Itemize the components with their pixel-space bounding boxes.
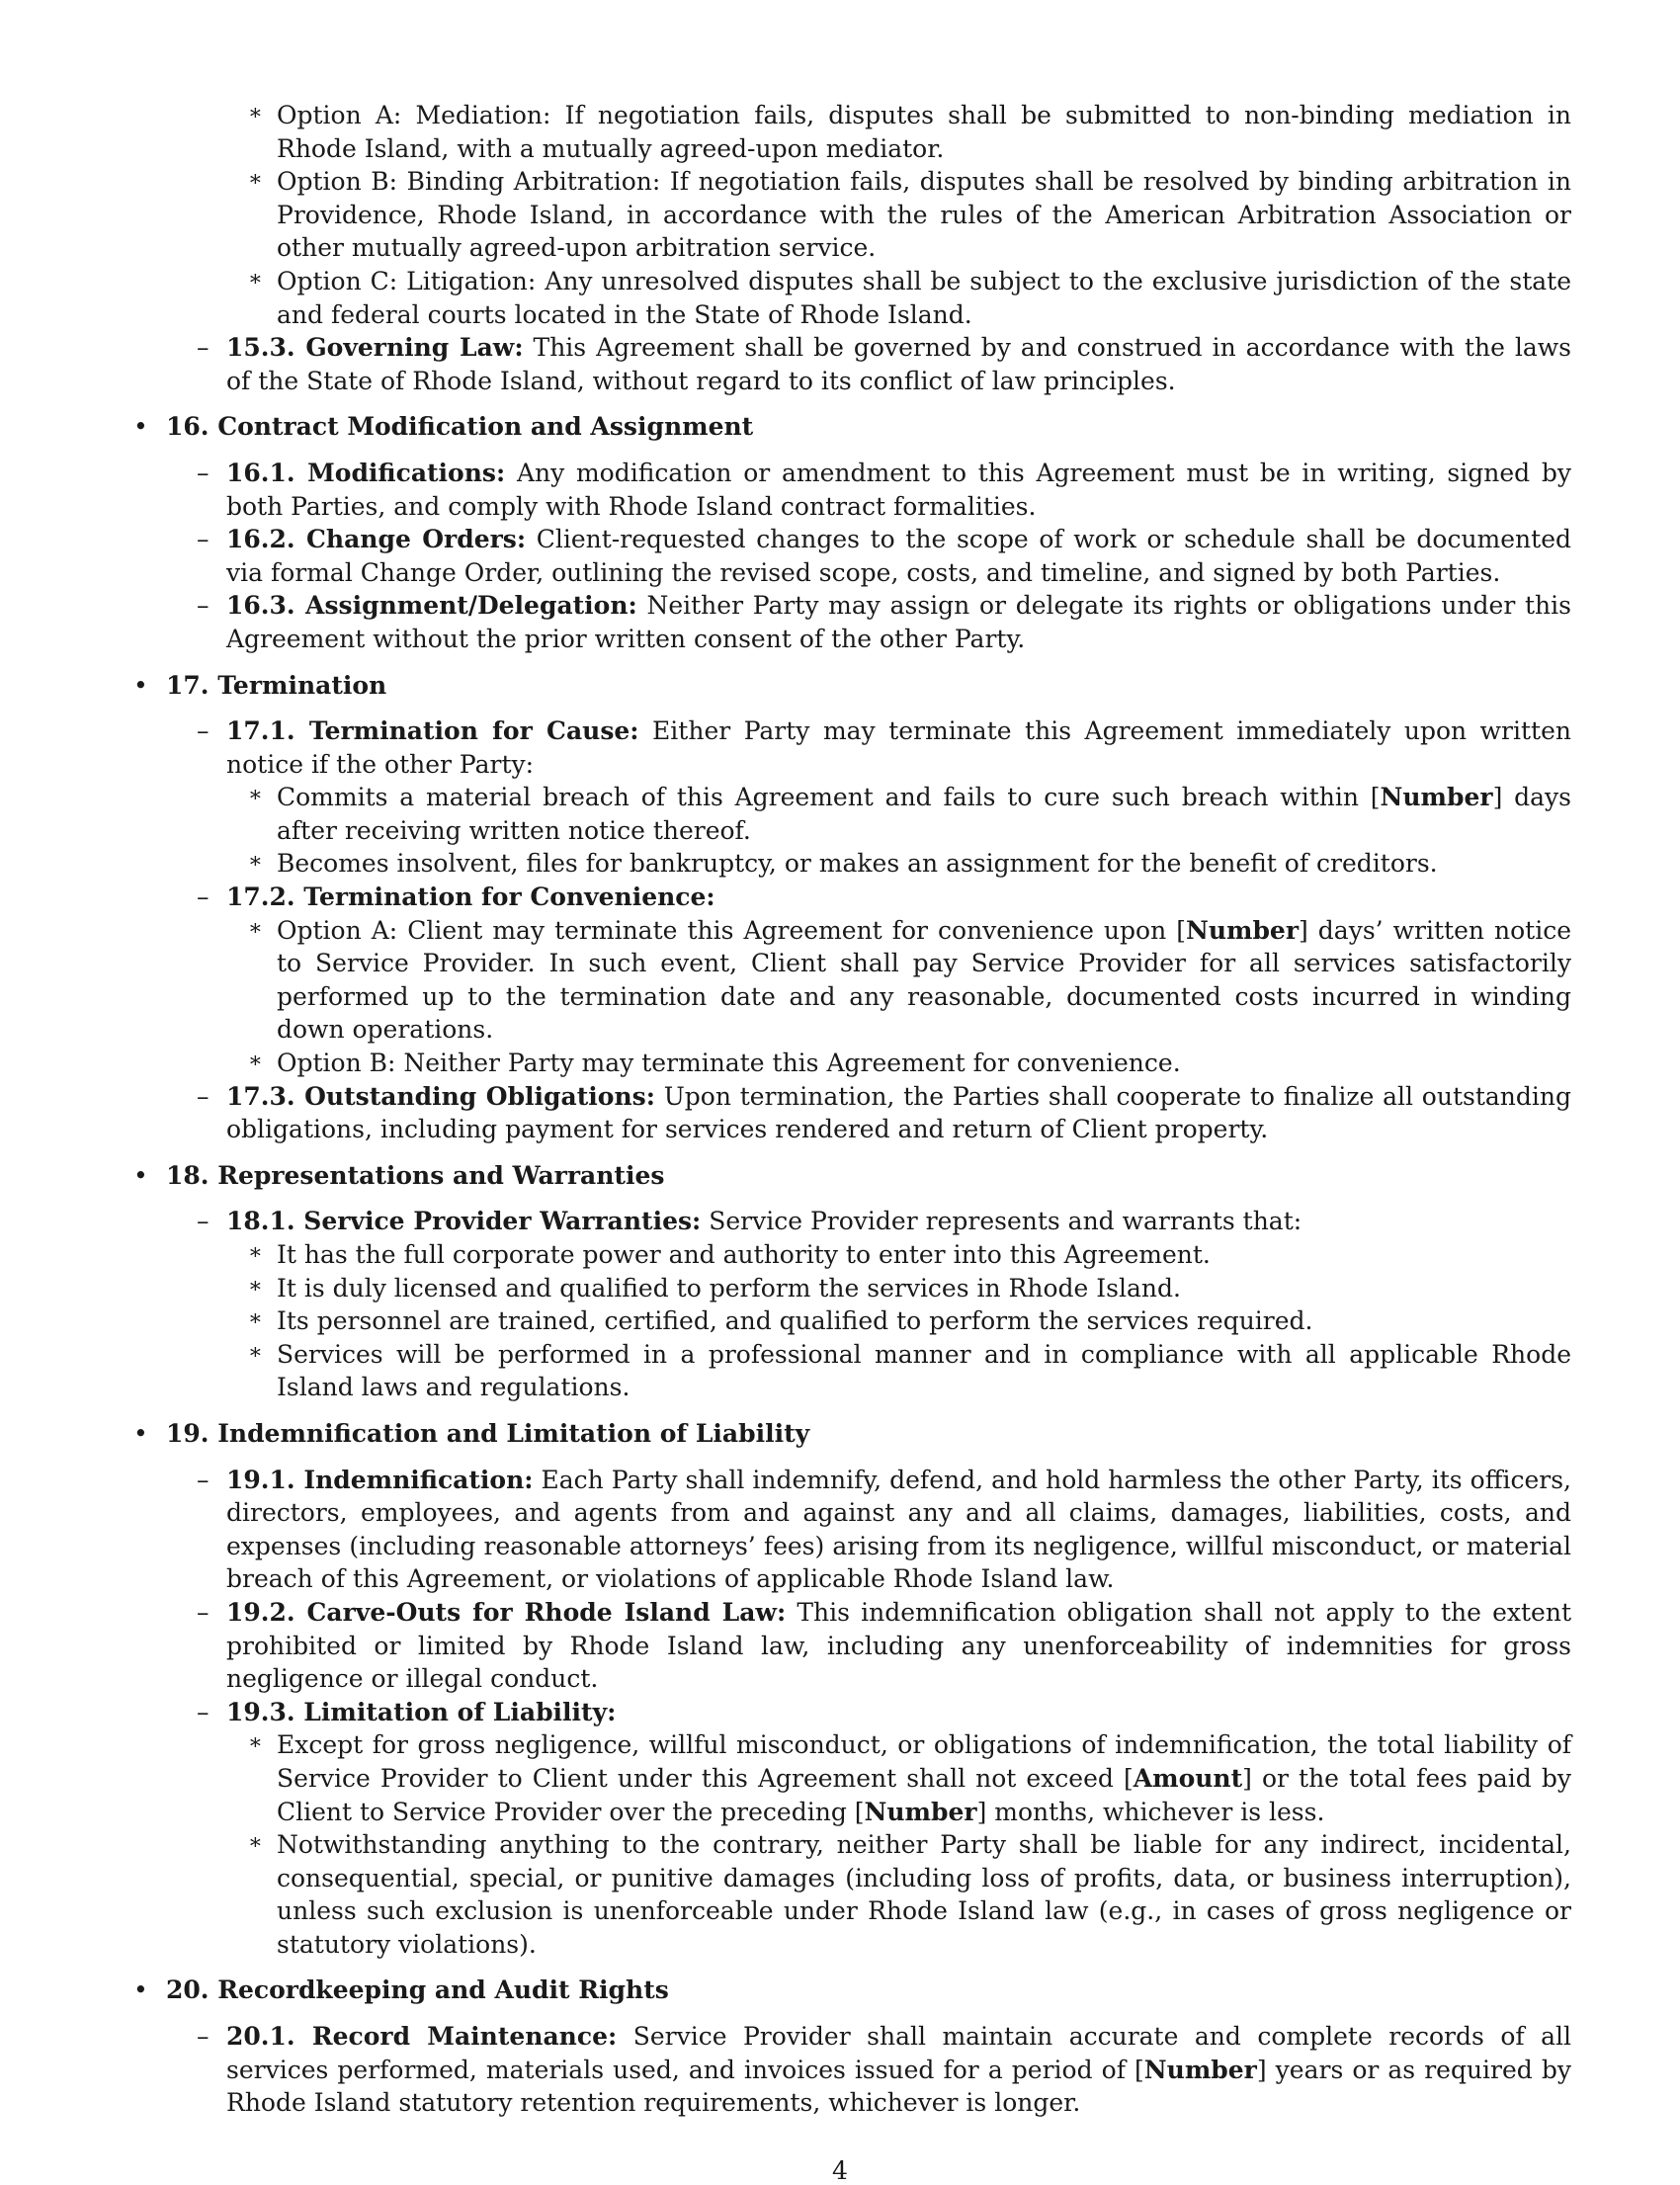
dash-bullet-icon: – [197,716,210,746]
section-heading: 20. Recordkeeping and Audit Rights [166,1975,669,2005]
bullet-text: Commits a material breach of this Agreement and fails to cure such breach within [ [277,783,1381,812]
section-17-clauses [133,714,1571,1146]
dash-bullet-icon: – [197,1597,210,1627]
clause-20-1 [133,2020,1571,2120]
asterisk-bullet-icon: ∗ [248,783,263,808]
clause-19-3-bullet-1 [133,1728,1571,1828]
clause-text: Either Party may terminate this Agreement immediately upon written notice if the other Party: [226,716,1571,779]
section-18 [133,1159,1571,1193]
asterisk-bullet-icon: ∗ [248,1830,263,1856]
placeholder-amount: Amount [1133,1763,1243,1793]
clause-17-2-option-b [133,1047,1571,1080]
asterisk-bullet-icon: ∗ [248,1339,263,1365]
dash-bullet-icon: – [197,882,210,912]
bullet-text: Becomes insolvent, files for bankruptcy, or makes an assignment for the benefit of creditors. [277,849,1438,879]
section-18-clauses [133,1205,1571,1404]
asterisk-bullet-icon: ∗ [248,167,263,193]
asterisk-bullet-icon: ∗ [248,1306,263,1332]
clause-text: Service Provider shall maintain accurate and complete records of all services performed, materials used, and invoices issued for a period of [ [226,2022,1572,2084]
bullet-text: ] months, whichever is less. [976,1797,1325,1826]
dash-bullet-icon: – [197,458,210,487]
clause-label: 19.2. Carve-Outs for Rhode Island Law: [226,1597,787,1627]
section-heading: 19. Indemnification and Limitation of Liability [166,1418,810,1448]
clause-15-3 [133,331,1571,397]
asterisk-bullet-icon: ∗ [248,101,263,126]
option-text: Option A: Mediation: If negotiation fails, disputes shall be submitted to non-binding mediation in Rhode Island, with a mutually agreed-upon mediator. [277,101,1571,163]
warranty-bullet [133,1338,1571,1404]
page-content [133,99,1571,2120]
asterisk-bullet-icon: ∗ [248,1273,263,1299]
dash-bullet-icon: – [197,1697,210,1726]
section-20 [133,1974,1571,2007]
clause-16-2 [133,523,1571,589]
clause-text: This indemnification obligation shall not apply to the extent prohibited or limited by Rhode Island law, including any unenforceability of indemnities for gross negligence or illegal conduct. [226,1597,1571,1694]
dash-bullet-icon: – [197,1081,210,1111]
warranty-bullet [133,1238,1571,1272]
bullet-text: Its personnel are trained, certified, and qualified to perform the services required. [277,1306,1313,1336]
clause-17-2 [133,881,1571,914]
page-number: 4 [832,2156,848,2185]
warranty-bullet [133,1272,1571,1305]
clause-18-1 [133,1205,1571,1238]
bullet-icon: • [133,412,148,442]
dash-bullet-icon: – [197,525,210,554]
option-text: Option B: Binding Arbitration: If negotiation fails, disputes shall be resolved by binding arbitration in Providence, Rhode Island, in accordance with the rules of the American Arbitration Association or other mutually agreed-upon arbitration service. [277,167,1571,263]
asterisk-bullet-icon: ∗ [248,915,263,941]
option-b-arbitration [133,165,1571,265]
section-19-clauses [133,1464,1571,1962]
placeholder-number: Number [1185,915,1300,945]
bullet-text: Option B: Neither Party may terminate this Agreement for convenience. [277,1049,1181,1078]
clause-17-3 [133,1080,1571,1146]
warranty-bullet [133,1304,1571,1338]
clause-16-1 [133,457,1571,523]
bullet-text: It is duly licensed and qualified to perform the services in Rhode Island. [277,1273,1181,1303]
clause-text: This Agreement shall be governed by and construed in accordance with the laws of the State of Rhode Island, without regard to its conflict of law principles. [226,333,1571,395]
bullet-icon: • [133,1975,148,2005]
clause-19-2 [133,1596,1571,1696]
clause-label: 15.3. Governing Law: [226,333,524,363]
clause-17-1-bullet-2 [133,847,1571,881]
placeholder-number: Number [1143,2055,1257,2084]
section-heading: 18. Representations and Warranties [166,1160,665,1190]
clause-label: 19.3. Limitation of Liability: [226,1697,617,1726]
section-heading: 17. Termination [166,670,387,700]
clause-17-1 [133,714,1571,781]
clause-19-1 [133,1464,1571,1596]
asterisk-bullet-icon: ∗ [248,266,263,292]
bullet-text: ] or the total fees paid by Client to Service Provider over the preceding [ [277,1763,1571,1826]
clause-17-1-bullet-1 [133,781,1571,847]
clause-label: 16.2. Change Orders: [226,525,527,554]
asterisk-bullet-icon: ∗ [248,1730,263,1756]
asterisk-bullet-icon: ∗ [248,1240,263,1265]
section-16 [133,410,1571,444]
section-16-clauses [133,457,1571,656]
dash-bullet-icon: – [197,2022,210,2052]
section-17 [133,669,1571,703]
clause-17-2-option-a [133,914,1571,1047]
clause-text: Service Provider represents and warrants that: [701,1207,1302,1236]
asterisk-bullet-icon: ∗ [248,1049,263,1074]
section-heading: 16. Contract Modification and Assignment [166,412,754,442]
option-c-litigation [133,265,1571,331]
bullet-text: Services will be performed in a professional manner and in compliance with all applicable Rhode Island laws and regulations. [277,1339,1571,1402]
clause-label: 17.2. Termination for Convenience: [226,882,715,912]
bullet-text: It has the full corporate power and authority to enter into this Agreement. [277,1240,1211,1269]
bullet-text: Except for gross negligence, willful misconduct, or obligations of indemnification, the total liability of Service Provider to Client under this Agreement shall not exceed [ [277,1730,1571,1793]
placeholder-number: Number [1380,783,1493,812]
clause-text: ] years or as required by Rhode Island statutory retention requirements, whichever is longer. [226,2055,1571,2118]
clause-text: Each Party shall indemnify, defend, and hold harmless the other Party, its officers, directors, employees, and agents from and against any and all claims, damages, liabilities, costs, and expenses (including reasonable attorneys’ fees) arising from its negligence, willful misconduct, or material breach of this Agreement, or violations of applicable Rhode Island law. [226,1465,1571,1594]
clause-label: 17.3. Outstanding Obligations: [226,1081,655,1111]
clause-label: 18.1. Service Provider Warranties: [226,1207,702,1236]
bullet-text: Notwithstanding anything to the contrary, neither Party shall be liable for any indirect, incidental, consequential, special, or punitive damages (including loss of profits, data, or business interruption), unless such exclusion is unenforceable under Rhode Island law (e.g., in cases of gross negligence or statutory violations). [277,1830,1571,1959]
option-a-mediation [133,99,1571,165]
dash-bullet-icon: – [197,591,210,621]
clause-19-3 [133,1696,1571,1729]
clause-label: 19.1. Indemnification: [226,1465,534,1494]
clause-text: Neither Party may assign or delegate its rights or obligations under this Agreement without the prior written consent of the other Party. [226,591,1571,653]
dash-bullet-icon: – [197,1207,210,1236]
clause-label: 16.3. Assignment/Delegation: [226,591,637,621]
placeholder-number: Number [864,1797,977,1826]
clause-text: Upon termination, the Parties shall cooperate to finalize all outstanding obligations, including payment for services rendered and return of Client property. [226,1081,1571,1144]
option-text: Option C: Litigation: Any unresolved disputes shall be subject to the exclusive jurisdiction of the state and federal courts located in the State of Rhode Island. [277,266,1571,329]
bullet-text: ] days’ written notice to Service Provider. In such event, Client shall pay Service Provider for all services satisfactorily performed up to the termination date and any reasonable, documented costs incurred in winding down operations. [277,915,1571,1045]
clause-19-3-bullet-2 [133,1828,1571,1961]
section-20-clauses [133,2020,1571,2120]
bullet-icon: • [133,1418,148,1448]
bullet-text: ] days after receiving written notice thereof. [277,783,1571,845]
clause-label: 17.1. Termination for Cause: [226,716,639,746]
section-19 [133,1417,1571,1451]
bullet-icon: • [133,1160,148,1190]
asterisk-bullet-icon: ∗ [248,849,263,875]
clause-text: Client-requested changes to the scope of work or schedule shall be documented via formal Change Order, outlining the revised scope, costs, and timeline, and signed by both Parties. [226,525,1571,587]
bullet-icon: • [133,670,148,700]
clause-label: 20.1. Record Maintenance: [226,2022,618,2052]
dash-bullet-icon: – [197,333,210,363]
clause-text: Any modification or amendment to this Agreement must be in writing, signed by both Parties, and comply with Rhode Island contract formalities. [226,458,1572,521]
dash-bullet-icon: – [197,1465,210,1494]
bullet-text: Option A: Client may terminate this Agreement for convenience upon [ [277,915,1186,945]
clause-16-3 [133,589,1571,655]
clause-label: 16.1. Modifications: [226,458,506,487]
